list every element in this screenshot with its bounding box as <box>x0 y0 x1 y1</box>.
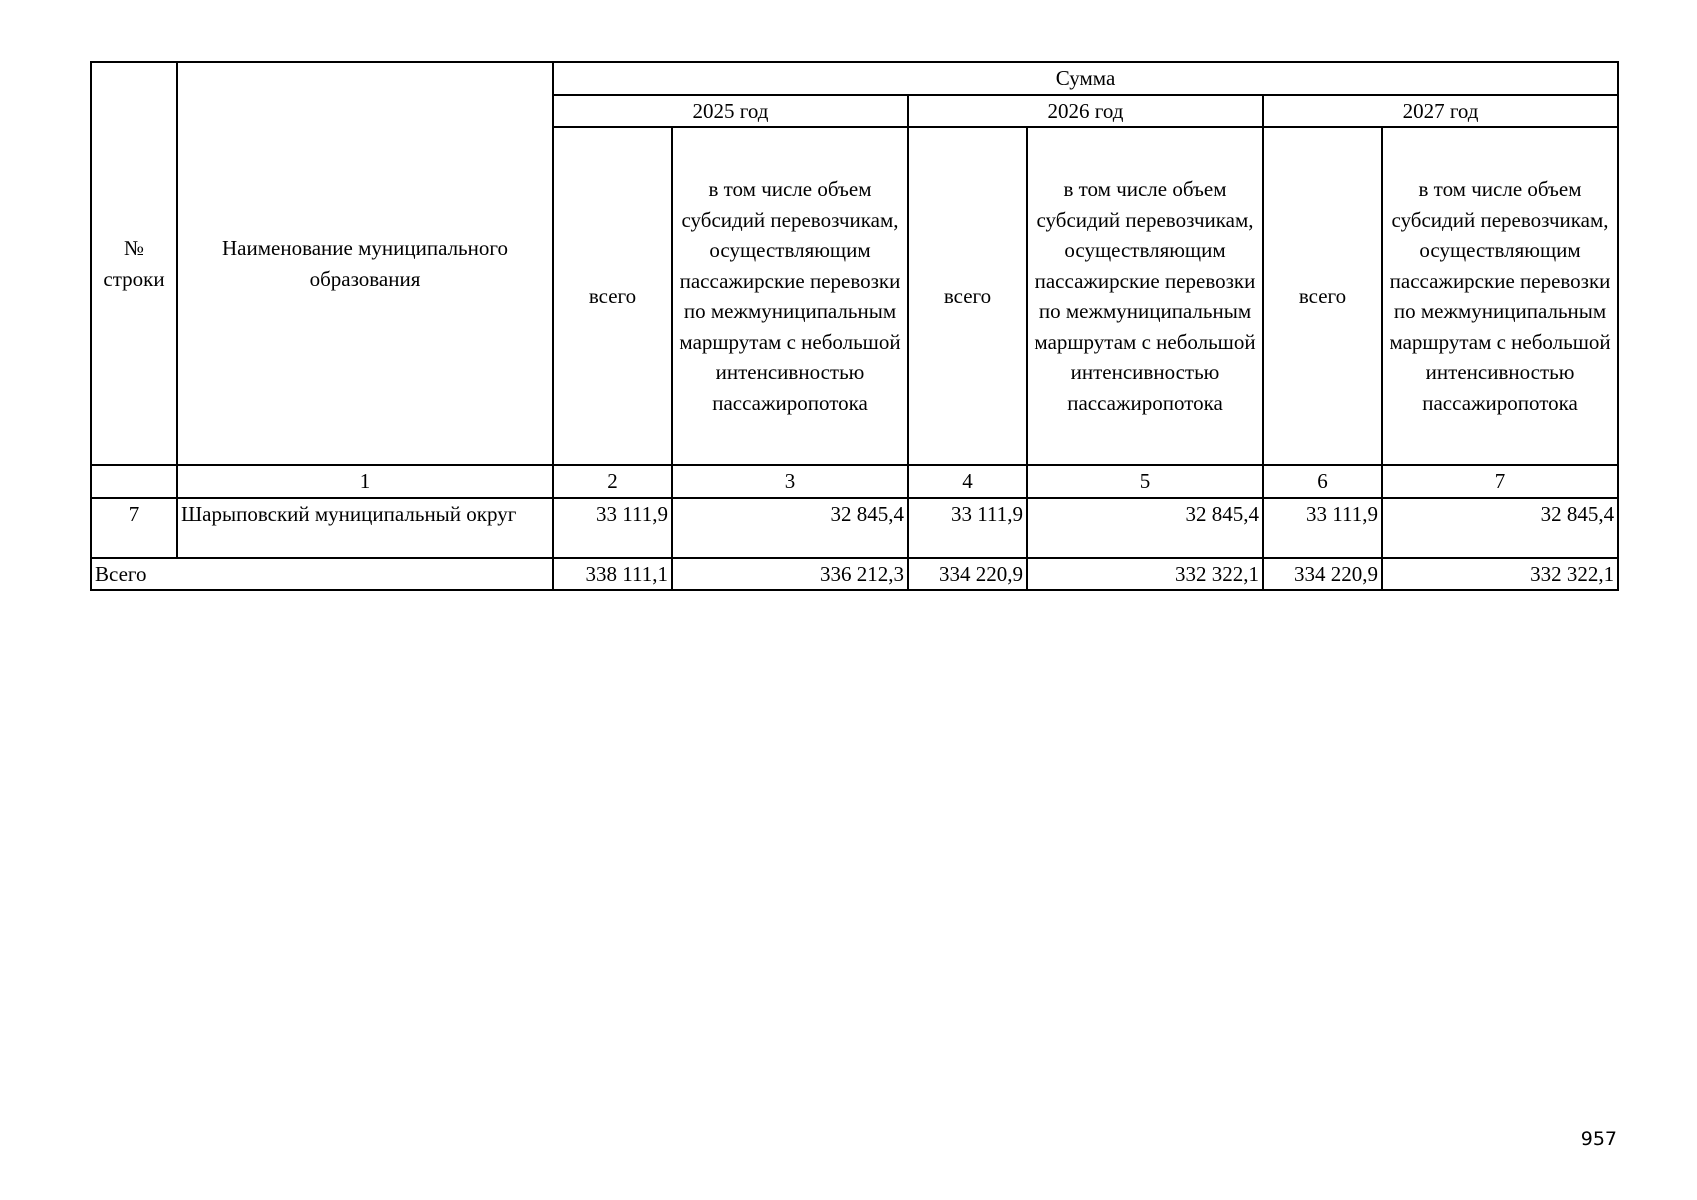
subsidy-table <box>90 61 1619 591</box>
value-cell: 33 111,9 <box>1263 498 1382 558</box>
table-row <box>91 498 1618 558</box>
total-subheader-2026: всего <box>908 127 1027 465</box>
year-2026-header: 2026 год <box>908 95 1263 128</box>
column-numbers-row <box>91 465 1618 498</box>
municipality-name-header: Наименование муниципального образования <box>177 62 553 465</box>
total-value: 334 220,9 <box>1263 558 1382 591</box>
column-number: 7 <box>1382 465 1618 498</box>
column-number: 4 <box>908 465 1027 498</box>
value-cell: 32 845,4 <box>1027 498 1263 558</box>
total-subheader-2027: всего <box>1263 127 1382 465</box>
subsidy-subheader-2026: в том числе объем субсидий перевозчикам, осуществляющим пассажирские перевозки по межмуниципальным маршрутам с небольшой интенсивностью пассажиропотока <box>1027 127 1263 465</box>
column-number: 6 <box>1263 465 1382 498</box>
column-number: 5 <box>1027 465 1263 498</box>
value-cell: 32 845,4 <box>1382 498 1618 558</box>
row-number: 7 <box>91 498 177 558</box>
subsidy-subheader-2025: в том числе объем субсидий перевозчикам, осуществляющим пассажирские перевозки по межмуниципальным маршрутам с небольшой интенсивностью пассажиропотока <box>672 127 908 465</box>
column-number <box>91 465 177 498</box>
total-value: 334 220,9 <box>908 558 1027 591</box>
total-value: 332 322,1 <box>1382 558 1618 591</box>
municipality-name: Шарыповский муниципальный округ <box>177 498 553 558</box>
row-number-header: № строки <box>91 62 177 465</box>
subsidy-subheader-2027: в том числе объем субсидий перевозчикам, осуществляющим пассажирские перевозки по межмуниципальным маршрутам с небольшой интенсивностью пассажиропотока <box>1382 127 1618 465</box>
column-number: 3 <box>672 465 908 498</box>
header-row-sum <box>91 62 1618 95</box>
total-label: Всего <box>91 558 553 591</box>
total-row <box>91 558 1618 591</box>
total-subheader-2025: всего <box>553 127 672 465</box>
value-cell: 32 845,4 <box>672 498 908 558</box>
value-cell: 33 111,9 <box>908 498 1027 558</box>
total-value: 332 322,1 <box>1027 558 1263 591</box>
page-number: 957 <box>1580 1128 1617 1150</box>
total-value: 338 111,1 <box>553 558 672 591</box>
total-value: 336 212,3 <box>672 558 908 591</box>
sum-header: Сумма <box>553 62 1618 95</box>
value-cell: 33 111,9 <box>553 498 672 558</box>
column-number: 1 <box>177 465 553 498</box>
year-2025-header: 2025 год <box>553 95 908 128</box>
year-2027-header: 2027 год <box>1263 95 1618 128</box>
column-number: 2 <box>553 465 672 498</box>
